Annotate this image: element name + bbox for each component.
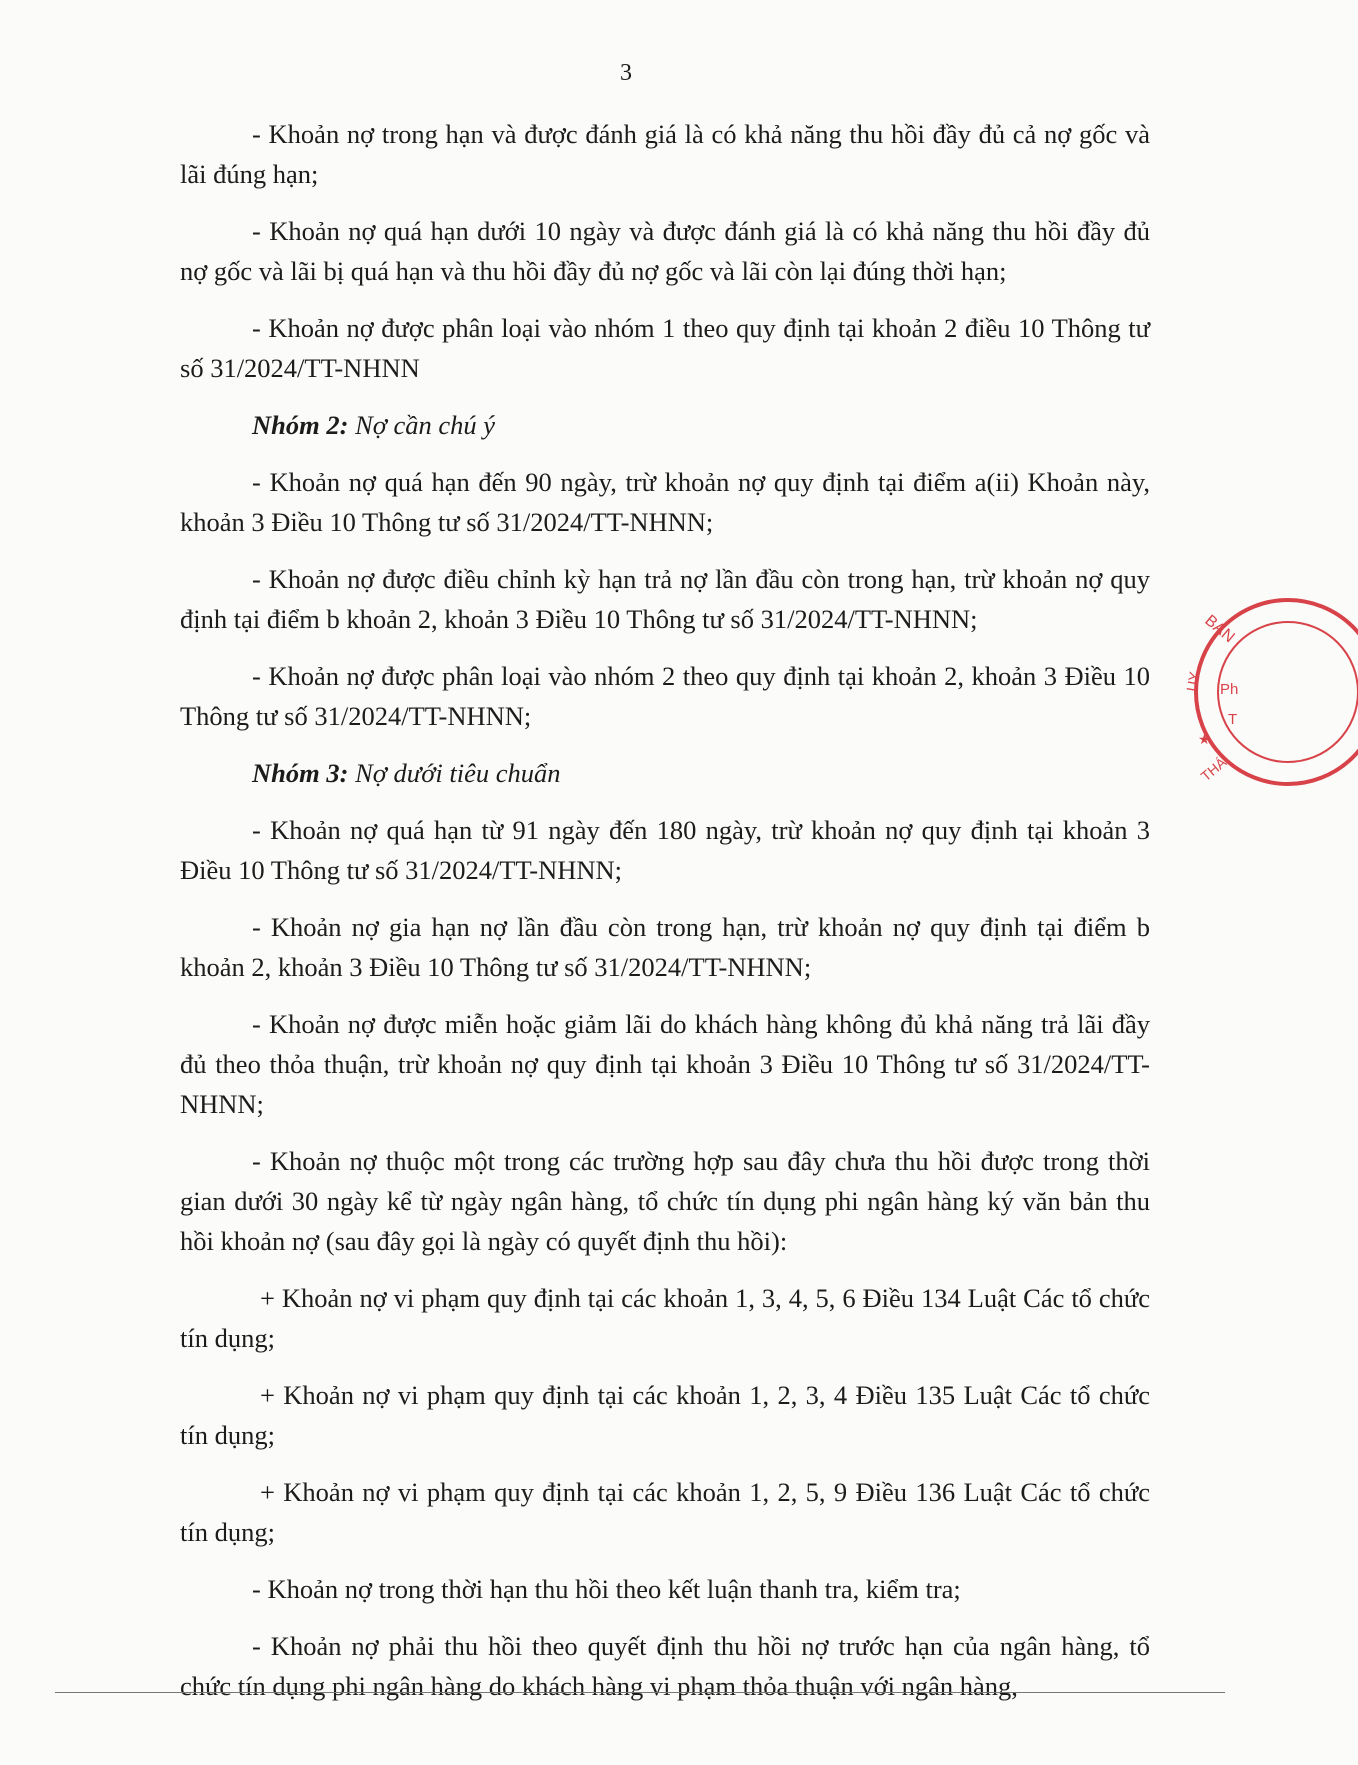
paragraph: - Khoản nợ quá hạn đến 90 ngày, trừ khoản nợ quy định tại điểm a(ii) Khoản này, khoản 3 Điều 10 Thông tư số 31/2024/TT-NHNN; — [180, 467, 1150, 537]
section-heading — [180, 753, 1150, 793]
heading-text: Nợ cần chú ý — [348, 410, 496, 440]
paragraph: - Khoản nợ phải thu hồi theo quyết định thu hồi nợ trước hạn của ngân hàng, tổ chức tín dụng phi ngân hàng do khách hàng vi phạm thỏa thuận với ngân hàng, — [180, 1631, 1150, 1701]
sub-paragraph: + Khoản nợ vi phạm quy định tại các khoản 1, 2, 5, 9 Điều 136 Luật Các tổ chức tín dụng; — [180, 1477, 1150, 1547]
svg-text:THÁI: THÁI — [1197, 751, 1233, 785]
paragraph: - Khoản nợ trong hạn và được đánh giá là có khả năng thu hồi đầy đủ cả nợ gốc và lãi đúng hạn; — [180, 119, 1150, 189]
page-number: 3 — [620, 60, 632, 86]
paragraph: - Khoản nợ thuộc một trong các trường hợp sau đây chưa thu hồi được trong thời gian dưới 30 ngày kể từ ngày ngân hàng, tổ chức tín dụng phi ngân hàng ký văn bản thu hồi khoản nợ (sau đây gọi là ngày có quyết định thu hồi): — [180, 1146, 1150, 1256]
paragraph: - Khoản nợ được miễn hoặc giảm lãi do khách hàng không đủ khả năng trả lãi đầy đủ theo thỏa thuận, trừ khoản nợ quy định tại khoản 3 Điều 10 Thông tư số 31/2024/TT-NHNN; — [180, 1009, 1150, 1119]
paragraph: - Khoản nợ được điều chỉnh kỳ hạn trả nợ lần đầu còn trong hạn, trừ khoản nợ quy định tại điểm b khoản 2, khoản 3 Điều 10 Thông tư số 31/2024/TT-NHNN; — [180, 564, 1150, 634]
svg-text:★: ★ — [1198, 731, 1211, 747]
sub-paragraph: + Khoản nợ vi phạm quy định tại các khoản 1, 2, 3, 4 Điều 135 Luật Các tổ chức tín dụng; — [180, 1380, 1150, 1450]
paragraph: - Khoản nợ quá hạn từ 91 ngày đến 180 ngày, trừ khoản nợ quy định tại khoản 3 Điều 10 Thông tư số 31/2024/TT-NHNN; — [180, 815, 1150, 885]
heading-label: Nhóm 3: — [252, 758, 349, 788]
svg-text:BAN: BAN — [1201, 612, 1238, 647]
sub-paragraph: + Khoản nợ vi phạm quy định tại các khoản 1, 3, 4, 5, 6 Điều 134 Luật Các tổ chức tín dụng; — [180, 1283, 1150, 1353]
svg-text:UY: UY — [1183, 670, 1203, 693]
paragraph: - Khoản nợ quá hạn dưới 10 ngày và được đánh giá là có khả năng thu hồi đầy đủ nợ gốc và lãi bị quá hạn và thu hồi đầy đủ nợ gốc và lãi còn lại đúng thời hạn; — [180, 216, 1150, 286]
paragraph: - Khoản nợ được phân loại vào nhóm 2 theo quy định tại khoản 2, khoản 3 Điều 10 Thông tư số 31/2024/TT-NHNN; — [180, 661, 1150, 731]
section-heading — [180, 405, 1150, 445]
paragraph: - Khoản nợ trong thời hạn thu hồi theo kết luận thanh tra, kiểm tra; — [252, 1574, 961, 1604]
heading-label: Nhóm 2: — [252, 410, 349, 440]
svg-text:T: T — [1228, 711, 1238, 728]
official-seal — [1183, 582, 1358, 802]
paragraph: - Khoản nợ gia hạn nợ lần đầu còn trong hạn, trừ khoản nợ quy định tại điểm b khoản 2, khoản 3 Điều 10 Thông tư số 31/2024/TT-NHNN; — [180, 912, 1150, 982]
paragraph: - Khoản nợ được phân loại vào nhóm 1 theo quy định tại khoản 2 điều 10 Thông tư số 31/2024/TT-NHNN — [180, 313, 1150, 383]
footer-divider — [55, 1692, 1225, 1693]
heading-text: Nợ dưới tiêu chuẩn — [348, 758, 561, 788]
svg-text:Ph: Ph — [1220, 681, 1239, 698]
document-body — [180, 114, 1150, 1723]
